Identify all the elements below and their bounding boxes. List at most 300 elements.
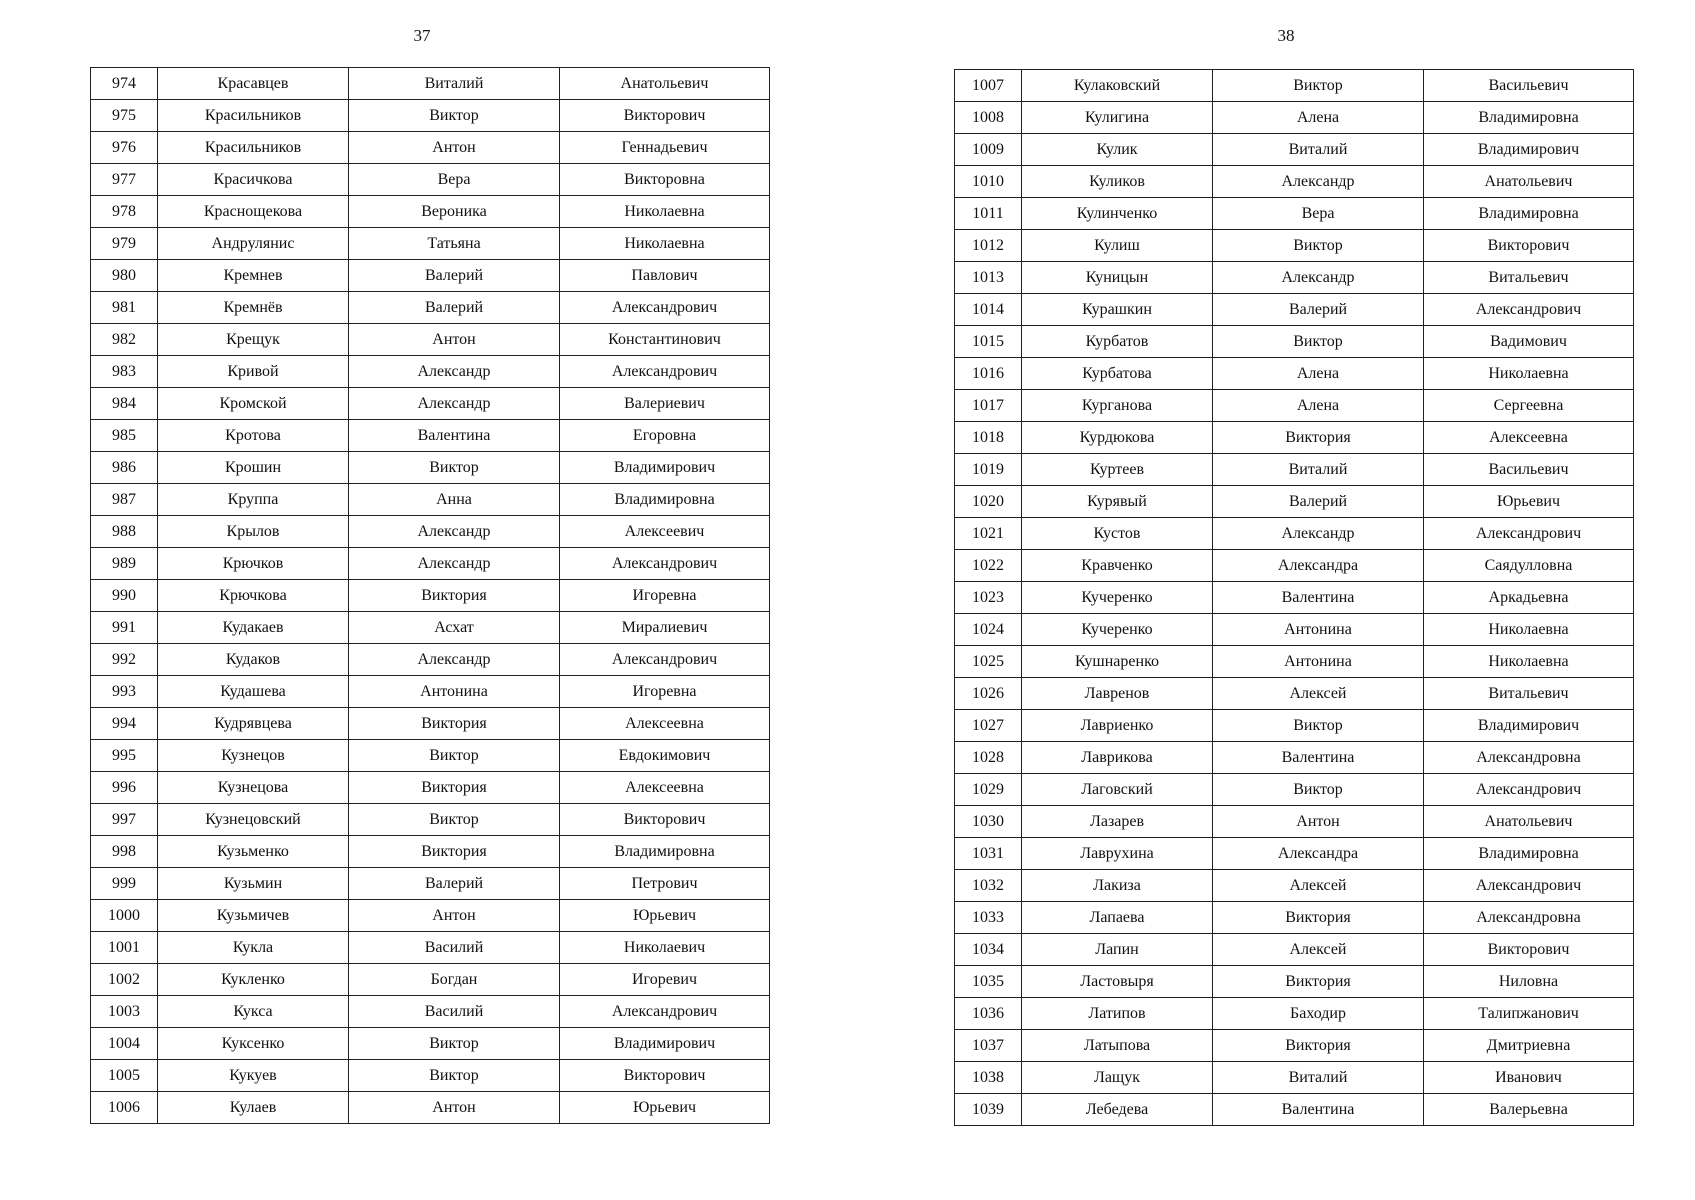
row-number-cell: 1007: [955, 70, 1022, 102]
page-number: 38: [1277, 26, 1295, 45]
surname-cell: Кукуев: [158, 1060, 349, 1092]
patronymic-cell: Александрович: [560, 996, 770, 1028]
row-number-cell: 1004: [91, 1028, 158, 1060]
surname-cell: Лебедева: [1022, 1094, 1213, 1126]
table-row: [91, 420, 770, 452]
surname-cell: Лапаева: [1022, 902, 1213, 934]
patronymic-cell: Вадимович: [1424, 326, 1634, 358]
row-number-cell: 1033: [955, 902, 1022, 934]
table-row: [955, 1094, 1634, 1126]
row-number-cell: 990: [91, 580, 158, 612]
row-number-cell: 1009: [955, 134, 1022, 166]
patronymic-cell: Васильевич: [1424, 70, 1634, 102]
table-row: [955, 358, 1634, 390]
patronymic-cell: Владимировна: [560, 836, 770, 868]
patronymic-cell: Алексеевна: [1424, 422, 1634, 454]
table-row: [91, 484, 770, 516]
first-name-cell: Валерий: [349, 292, 560, 324]
row-number-cell: 1023: [955, 582, 1022, 614]
row-number-cell: 1026: [955, 678, 1022, 710]
table-row: [955, 1030, 1634, 1062]
table-row: [955, 486, 1634, 518]
row-number-cell: 1022: [955, 550, 1022, 582]
first-name-cell: Валерий: [349, 260, 560, 292]
row-number-cell: 1005: [91, 1060, 158, 1092]
patronymic-cell: Викторович: [560, 804, 770, 836]
patronymic-cell: Васильевич: [1424, 454, 1634, 486]
first-name-cell: Вероника: [349, 196, 560, 228]
table-row: [91, 580, 770, 612]
patronymic-cell: Павлович: [560, 260, 770, 292]
patronymic-cell: Александрович: [560, 644, 770, 676]
first-name-cell: Антон: [349, 1092, 560, 1124]
table-row: [91, 388, 770, 420]
surname-cell: Кузнецовский: [158, 804, 349, 836]
row-number-cell: 1025: [955, 646, 1022, 678]
surname-cell: Кукса: [158, 996, 349, 1028]
table-row: [91, 772, 770, 804]
patronymic-cell: Викторович: [560, 100, 770, 132]
table-row: [91, 804, 770, 836]
row-number-cell: 987: [91, 484, 158, 516]
row-number-cell: 991: [91, 612, 158, 644]
table-row: [91, 548, 770, 580]
patronymic-cell: Витальевич: [1424, 262, 1634, 294]
first-name-cell: Виктория: [349, 836, 560, 868]
surname-cell: Кремнев: [158, 260, 349, 292]
table-row: [91, 1060, 770, 1092]
surname-cell: Кучеренко: [1022, 582, 1213, 614]
row-number-cell: 1019: [955, 454, 1022, 486]
first-name-cell: Александр: [349, 644, 560, 676]
first-name-cell: Алена: [1213, 390, 1424, 422]
surname-cell: Крещук: [158, 324, 349, 356]
patronymic-cell: Алексеевич: [560, 516, 770, 548]
patronymic-cell: Алексеевна: [560, 708, 770, 740]
table-row: [91, 356, 770, 388]
table-row: [91, 612, 770, 644]
first-name-cell: Виталий: [1213, 1062, 1424, 1094]
row-number-cell: 1039: [955, 1094, 1022, 1126]
first-name-cell: Анна: [349, 484, 560, 516]
row-number-cell: 1020: [955, 486, 1022, 518]
patronymic-cell: Николаевна: [1424, 614, 1634, 646]
row-number-cell: 1014: [955, 294, 1022, 326]
first-name-cell: Алена: [1213, 102, 1424, 134]
table-row: [91, 644, 770, 676]
row-number-cell: 1027: [955, 710, 1022, 742]
row-number-cell: 994: [91, 708, 158, 740]
patronymic-cell: Александрович: [560, 292, 770, 324]
surname-cell: Кукла: [158, 932, 349, 964]
surname-cell: Лаговский: [1022, 774, 1213, 806]
surname-cell: Ластовыря: [1022, 966, 1213, 998]
surname-cell: Кулинченко: [1022, 198, 1213, 230]
row-number-cell: 1012: [955, 230, 1022, 262]
surname-cell: Курашкин: [1022, 294, 1213, 326]
surname-cell: Кудакаев: [158, 612, 349, 644]
table-row: [955, 454, 1634, 486]
first-name-cell: Александр: [1213, 166, 1424, 198]
patronymic-cell: Талипжанович: [1424, 998, 1634, 1030]
table-row: [955, 710, 1634, 742]
row-number-cell: 1011: [955, 198, 1022, 230]
first-name-cell: Виктория: [1213, 902, 1424, 934]
first-name-cell: Виктор: [349, 804, 560, 836]
first-name-cell: Виктория: [1213, 1030, 1424, 1062]
row-number-cell: 1032: [955, 870, 1022, 902]
patronymic-cell: Александрович: [1424, 774, 1634, 806]
patronymic-cell: Александрович: [1424, 294, 1634, 326]
first-name-cell: Валентина: [1213, 742, 1424, 774]
row-number-cell: 985: [91, 420, 158, 452]
row-number-cell: 988: [91, 516, 158, 548]
table-row: [955, 1062, 1634, 1094]
patronymic-cell: Владимирович: [560, 452, 770, 484]
row-number-cell: 1030: [955, 806, 1022, 838]
row-number-cell: 1015: [955, 326, 1022, 358]
first-name-cell: Виктория: [349, 772, 560, 804]
table-row: [955, 582, 1634, 614]
table-row: [91, 516, 770, 548]
first-name-cell: Виктор: [349, 100, 560, 132]
table-row: [955, 902, 1634, 934]
first-name-cell: Александр: [349, 548, 560, 580]
patronymic-cell: Александрович: [1424, 518, 1634, 550]
surname-cell: Куртеев: [1022, 454, 1213, 486]
row-number-cell: 989: [91, 548, 158, 580]
patronymic-cell: Александрович: [1424, 870, 1634, 902]
first-name-cell: Антон: [1213, 806, 1424, 838]
first-name-cell: Антон: [349, 132, 560, 164]
surname-cell: Кудрявцева: [158, 708, 349, 740]
surname-cell: Кулаев: [158, 1092, 349, 1124]
row-number-cell: 1028: [955, 742, 1022, 774]
first-name-cell: Александра: [1213, 550, 1424, 582]
table-row: [955, 742, 1634, 774]
first-name-cell: Александр: [349, 356, 560, 388]
row-number-cell: 992: [91, 644, 158, 676]
surname-cell: Кудаков: [158, 644, 349, 676]
patronymic-cell: Николаевна: [560, 196, 770, 228]
surname-cell: Кулаковский: [1022, 70, 1213, 102]
row-number-cell: 984: [91, 388, 158, 420]
table-row: [955, 774, 1634, 806]
table-row: [955, 326, 1634, 358]
page-number: 37: [413, 26, 431, 45]
patronymic-cell: Владимировна: [560, 484, 770, 516]
surname-cell: Латипов: [1022, 998, 1213, 1030]
first-name-cell: Алексей: [1213, 870, 1424, 902]
table-row: [955, 198, 1634, 230]
surname-cell: Кузьмин: [158, 868, 349, 900]
row-number-cell: 998: [91, 836, 158, 868]
table-row: [955, 518, 1634, 550]
surname-cell: Лазарев: [1022, 806, 1213, 838]
table-row: [955, 422, 1634, 454]
first-name-cell: Баходир: [1213, 998, 1424, 1030]
surname-cell: Кучеренко: [1022, 614, 1213, 646]
surname-cell: Кулигина: [1022, 102, 1213, 134]
table-row: [955, 102, 1634, 134]
row-number-cell: 999: [91, 868, 158, 900]
surname-cell: Красильников: [158, 132, 349, 164]
patronymic-cell: Викторович: [560, 1060, 770, 1092]
first-name-cell: Василий: [349, 996, 560, 1028]
patronymic-cell: Сергеевна: [1424, 390, 1634, 422]
row-number-cell: 978: [91, 196, 158, 228]
patronymic-cell: Витальевич: [1424, 678, 1634, 710]
first-name-cell: Валентина: [349, 420, 560, 452]
table-row: [955, 134, 1634, 166]
patronymic-cell: Владимирович: [560, 1028, 770, 1060]
first-name-cell: Виктор: [1213, 774, 1424, 806]
patronymic-cell: Егоровна: [560, 420, 770, 452]
surname-cell: Курбатов: [1022, 326, 1213, 358]
first-name-cell: Александр: [1213, 518, 1424, 550]
patronymic-cell: Александровна: [1424, 902, 1634, 934]
patronymic-cell: Владимирович: [1424, 710, 1634, 742]
first-name-cell: Антонина: [349, 676, 560, 708]
patronymic-cell: Николаевна: [1424, 358, 1634, 390]
row-number-cell: 1036: [955, 998, 1022, 1030]
patronymic-cell: Валерьевна: [1424, 1094, 1634, 1126]
patronymic-cell: Аркадьевна: [1424, 582, 1634, 614]
row-number-cell: 996: [91, 772, 158, 804]
patronymic-cell: Викторовна: [560, 164, 770, 196]
first-name-cell: Вера: [1213, 198, 1424, 230]
patronymic-cell: Александрович: [560, 356, 770, 388]
first-name-cell: Александр: [349, 516, 560, 548]
row-number-cell: 986: [91, 452, 158, 484]
patronymic-cell: Николаевич: [560, 932, 770, 964]
surname-cell: Куксенко: [158, 1028, 349, 1060]
patronymic-cell: Алексеевна: [560, 772, 770, 804]
surname-cell: Кустов: [1022, 518, 1213, 550]
surname-cell: Кравченко: [1022, 550, 1213, 582]
table-row: [955, 870, 1634, 902]
row-number-cell: 1008: [955, 102, 1022, 134]
row-number-cell: 993: [91, 676, 158, 708]
patronymic-cell: Миралиевич: [560, 612, 770, 644]
row-number-cell: 1038: [955, 1062, 1022, 1094]
row-number-cell: 974: [91, 68, 158, 100]
row-number-cell: 977: [91, 164, 158, 196]
surname-cell: Лаврухина: [1022, 838, 1213, 870]
first-name-cell: Алена: [1213, 358, 1424, 390]
patronymic-cell: Игоревич: [560, 964, 770, 996]
surname-cell: Крылов: [158, 516, 349, 548]
surname-cell: Кушнаренко: [1022, 646, 1213, 678]
table-row: [91, 260, 770, 292]
first-name-cell: Виктор: [1213, 710, 1424, 742]
first-name-cell: Александр: [349, 388, 560, 420]
surname-cell: Курганова: [1022, 390, 1213, 422]
table-row: [955, 806, 1634, 838]
table-row: [91, 164, 770, 196]
first-name-cell: Василий: [349, 932, 560, 964]
row-number-cell: 1006: [91, 1092, 158, 1124]
surname-cell: Андрулянис: [158, 228, 349, 260]
first-name-cell: Алексей: [1213, 934, 1424, 966]
surname-cell: Латыпова: [1022, 1030, 1213, 1062]
surname-cell: Красильников: [158, 100, 349, 132]
first-name-cell: Александр: [1213, 262, 1424, 294]
row-number-cell: 1018: [955, 422, 1022, 454]
patronymic-cell: Дмитриевна: [1424, 1030, 1634, 1062]
patronymic-cell: Игоревна: [560, 676, 770, 708]
first-name-cell: Виктор: [349, 1060, 560, 1092]
row-number-cell: 1037: [955, 1030, 1022, 1062]
surname-cell: Красавцев: [158, 68, 349, 100]
table-row: [91, 228, 770, 260]
patronymic-cell: Викторович: [1424, 934, 1634, 966]
row-number-cell: 1013: [955, 262, 1022, 294]
patronymic-cell: Анатольевич: [1424, 806, 1634, 838]
table-row: [91, 708, 770, 740]
surname-cell: Куницын: [1022, 262, 1213, 294]
table-row: [955, 230, 1634, 262]
patronymic-cell: Игоревна: [560, 580, 770, 612]
first-name-cell: Виктория: [349, 580, 560, 612]
roster-table: [954, 69, 1634, 1126]
patronymic-cell: Юрьевич: [1424, 486, 1634, 518]
table-row: [955, 550, 1634, 582]
table-row: [91, 964, 770, 996]
patronymic-cell: Викторович: [1424, 230, 1634, 262]
surname-cell: Кукленко: [158, 964, 349, 996]
row-number-cell: 1016: [955, 358, 1022, 390]
table-row: [91, 932, 770, 964]
row-number-cell: 1000: [91, 900, 158, 932]
patronymic-cell: Юрьевич: [560, 900, 770, 932]
row-number-cell: 980: [91, 260, 158, 292]
first-name-cell: Виталий: [1213, 134, 1424, 166]
surname-cell: Лапин: [1022, 934, 1213, 966]
patronymic-cell: Ниловна: [1424, 966, 1634, 998]
patronymic-cell: Анатольевич: [560, 68, 770, 100]
row-number-cell: 1003: [91, 996, 158, 1028]
first-name-cell: Виктор: [1213, 326, 1424, 358]
first-name-cell: Валентина: [1213, 1094, 1424, 1126]
first-name-cell: Виктория: [349, 708, 560, 740]
patronymic-cell: Петрович: [560, 868, 770, 900]
patronymic-cell: Николаевна: [1424, 646, 1634, 678]
table-row: [955, 934, 1634, 966]
table-row: [955, 166, 1634, 198]
table-row: [91, 676, 770, 708]
first-name-cell: Виталий: [1213, 454, 1424, 486]
first-name-cell: Асхат: [349, 612, 560, 644]
first-name-cell: Виталий: [349, 68, 560, 100]
surname-cell: Куликов: [1022, 166, 1213, 198]
table-row: [91, 132, 770, 164]
table-row: [955, 998, 1634, 1030]
first-name-cell: Татьяна: [349, 228, 560, 260]
surname-cell: Краснощекова: [158, 196, 349, 228]
patronymic-cell: Николаевна: [560, 228, 770, 260]
first-name-cell: Валерий: [349, 868, 560, 900]
table-row: [955, 390, 1634, 422]
surname-cell: Кротова: [158, 420, 349, 452]
surname-cell: Лащук: [1022, 1062, 1213, 1094]
table-row: [955, 294, 1634, 326]
table-row: [955, 966, 1634, 998]
surname-cell: Лавриенко: [1022, 710, 1213, 742]
table-row: [955, 614, 1634, 646]
row-number-cell: 1021: [955, 518, 1022, 550]
patronymic-cell: Юрьевич: [560, 1092, 770, 1124]
surname-cell: Курбатова: [1022, 358, 1213, 390]
surname-cell: Крошин: [158, 452, 349, 484]
surname-cell: Красичкова: [158, 164, 349, 196]
patronymic-cell: Владимировна: [1424, 838, 1634, 870]
surname-cell: Круппа: [158, 484, 349, 516]
row-number-cell: 1029: [955, 774, 1022, 806]
row-number-cell: 1035: [955, 966, 1022, 998]
patronymic-cell: Александрович: [560, 548, 770, 580]
table-row: [91, 836, 770, 868]
row-number-cell: 1002: [91, 964, 158, 996]
table-row: [91, 868, 770, 900]
table-row: [91, 1092, 770, 1124]
row-number-cell: 1001: [91, 932, 158, 964]
first-name-cell: Антон: [349, 900, 560, 932]
first-name-cell: Виктор: [1213, 70, 1424, 102]
patronymic-cell: Саядулловна: [1424, 550, 1634, 582]
table-row: [91, 292, 770, 324]
table-row: [91, 196, 770, 228]
patronymic-cell: Константинович: [560, 324, 770, 356]
first-name-cell: Антонина: [1213, 614, 1424, 646]
patronymic-cell: Евдокимович: [560, 740, 770, 772]
row-number-cell: 1034: [955, 934, 1022, 966]
table-row: [955, 70, 1634, 102]
first-name-cell: Виктор: [349, 452, 560, 484]
row-number-cell: 1010: [955, 166, 1022, 198]
surname-cell: Крючкова: [158, 580, 349, 612]
row-number-cell: 995: [91, 740, 158, 772]
surname-cell: Курдюкова: [1022, 422, 1213, 454]
first-name-cell: Богдан: [349, 964, 560, 996]
row-number-cell: 1031: [955, 838, 1022, 870]
row-number-cell: 997: [91, 804, 158, 836]
surname-cell: Кремнёв: [158, 292, 349, 324]
row-number-cell: 976: [91, 132, 158, 164]
patronymic-cell: Владимировна: [1424, 198, 1634, 230]
first-name-cell: Виктория: [1213, 966, 1424, 998]
surname-cell: Кузнецов: [158, 740, 349, 772]
patronymic-cell: Геннадьевич: [560, 132, 770, 164]
patronymic-cell: Александровна: [1424, 742, 1634, 774]
first-name-cell: Виктор: [1213, 230, 1424, 262]
table-row: [91, 1028, 770, 1060]
first-name-cell: Алексей: [1213, 678, 1424, 710]
surname-cell: Лакиза: [1022, 870, 1213, 902]
surname-cell: Кузьменко: [158, 836, 349, 868]
table-row: [91, 900, 770, 932]
table-row: [91, 324, 770, 356]
table-row: [955, 262, 1634, 294]
row-number-cell: 1017: [955, 390, 1022, 422]
first-name-cell: Вера: [349, 164, 560, 196]
table-row: [91, 996, 770, 1028]
first-name-cell: Виктор: [349, 1028, 560, 1060]
patronymic-cell: Владимирович: [1424, 134, 1634, 166]
first-name-cell: Валерий: [1213, 294, 1424, 326]
table-row: [955, 678, 1634, 710]
table-row: [955, 838, 1634, 870]
